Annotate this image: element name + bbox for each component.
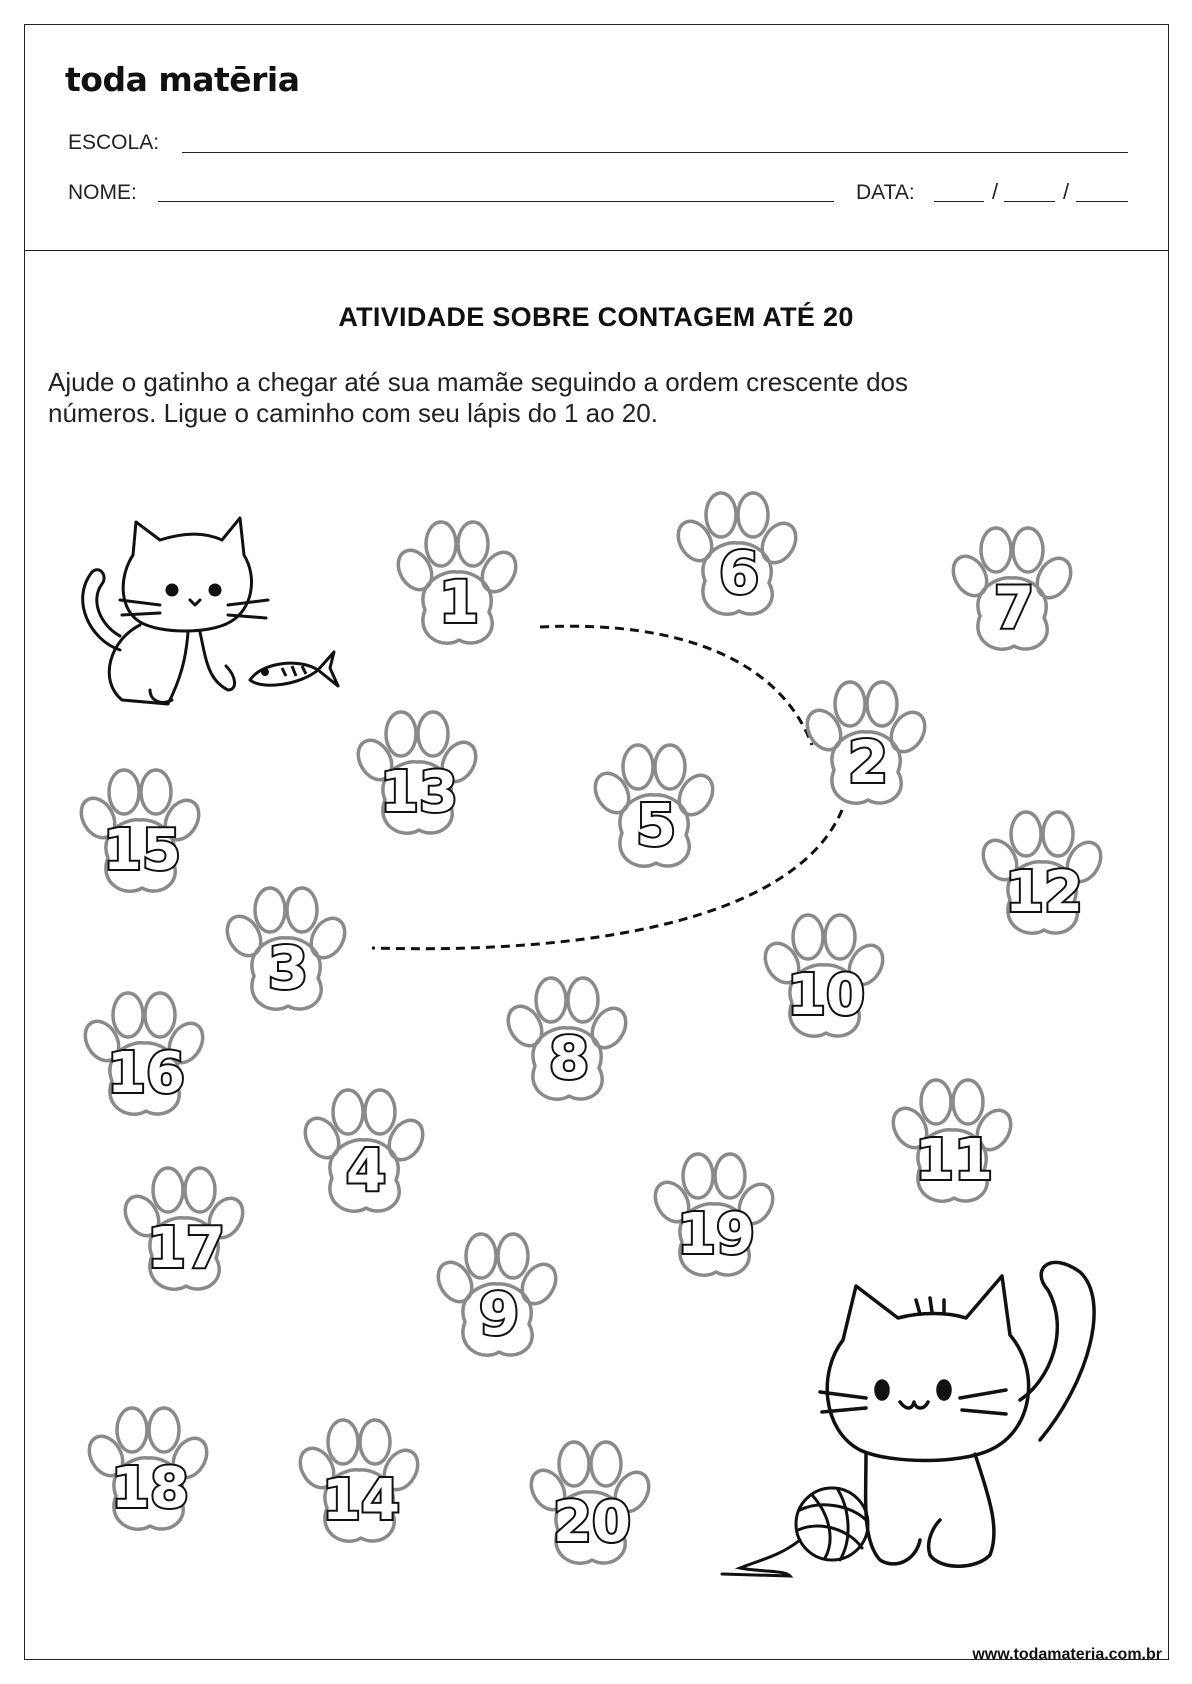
paw-number: 3 (267, 934, 309, 1003)
paw-7[interactable] (947, 528, 1078, 649)
paw-10[interactable] (759, 915, 890, 1036)
paw-1[interactable] (392, 522, 523, 643)
paw-20[interactable] (525, 1442, 656, 1563)
date-label: DATA: (856, 181, 915, 204)
paw-number: 19 (677, 1202, 755, 1268)
paw-number: 6 (718, 539, 760, 608)
activity-title: ATIVIDADE SOBRE CONTAGEM ATÉ 20 (338, 302, 854, 332)
paw-number: 7 (993, 574, 1035, 643)
paw-6[interactable] (672, 493, 803, 614)
date-separator-1: / (992, 179, 999, 204)
guide-path-1-2 (540, 626, 812, 745)
paw-15[interactable] (75, 770, 206, 891)
paw-number: 14 (322, 1468, 400, 1534)
paw-number: 9 (478, 1280, 520, 1349)
paw-2[interactable] (801, 682, 932, 803)
paw-3[interactable] (221, 888, 352, 1009)
paw-8[interactable] (502, 978, 633, 1099)
paw-11[interactable] (887, 1080, 1018, 1201)
name-label: NOME: (68, 181, 137, 204)
paw-9[interactable] (432, 1234, 563, 1355)
paw-number: 18 (111, 1456, 189, 1522)
school-label: ESCOLA: (68, 131, 160, 154)
paw-4[interactable] (299, 1090, 430, 1211)
paw-14[interactable] (294, 1420, 425, 1541)
yarn-ball-icon (722, 1488, 868, 1576)
paw-number: 16 (107, 1041, 185, 1107)
paw-number: 5 (635, 791, 677, 860)
paw-16[interactable] (79, 993, 210, 1114)
instructions-line-1: Ajude o gatinho a chegar até sua mamãe seguindo a ordem crescente dos (48, 367, 908, 397)
paw-number: 11 (915, 1128, 993, 1194)
paw-number: 15 (103, 818, 181, 884)
paw-number: 20 (553, 1490, 631, 1556)
paw-17[interactable] (119, 1168, 250, 1289)
paw-number: 2 (847, 728, 889, 797)
paws-layer (75, 493, 1108, 1563)
paw-number: 4 (345, 1136, 387, 1205)
paw-number: 8 (548, 1024, 590, 1093)
brand-logo: toda matēria (65, 60, 300, 99)
mother-cat-icon (820, 1262, 1094, 1566)
paw-13[interactable] (352, 712, 483, 833)
date-separator-2: / (1063, 179, 1070, 204)
fish-icon (250, 652, 338, 686)
paw-19[interactable] (649, 1154, 780, 1275)
kitten-icon (83, 518, 268, 704)
footer-url: www.todamateria.com.br (972, 1646, 1162, 1663)
paw-number: 13 (380, 760, 458, 826)
instructions-line-2: números. Ligue o caminho com seu lápis do 1 ao 20. (48, 398, 658, 428)
paw-number: 1 (438, 568, 480, 637)
paw-12[interactable] (977, 812, 1108, 933)
paw-number: 10 (787, 963, 865, 1029)
paw-18[interactable] (83, 1408, 214, 1529)
paw-5[interactable] (589, 745, 720, 866)
paw-number: 17 (147, 1216, 225, 1282)
paw-number: 12 (1005, 860, 1083, 926)
